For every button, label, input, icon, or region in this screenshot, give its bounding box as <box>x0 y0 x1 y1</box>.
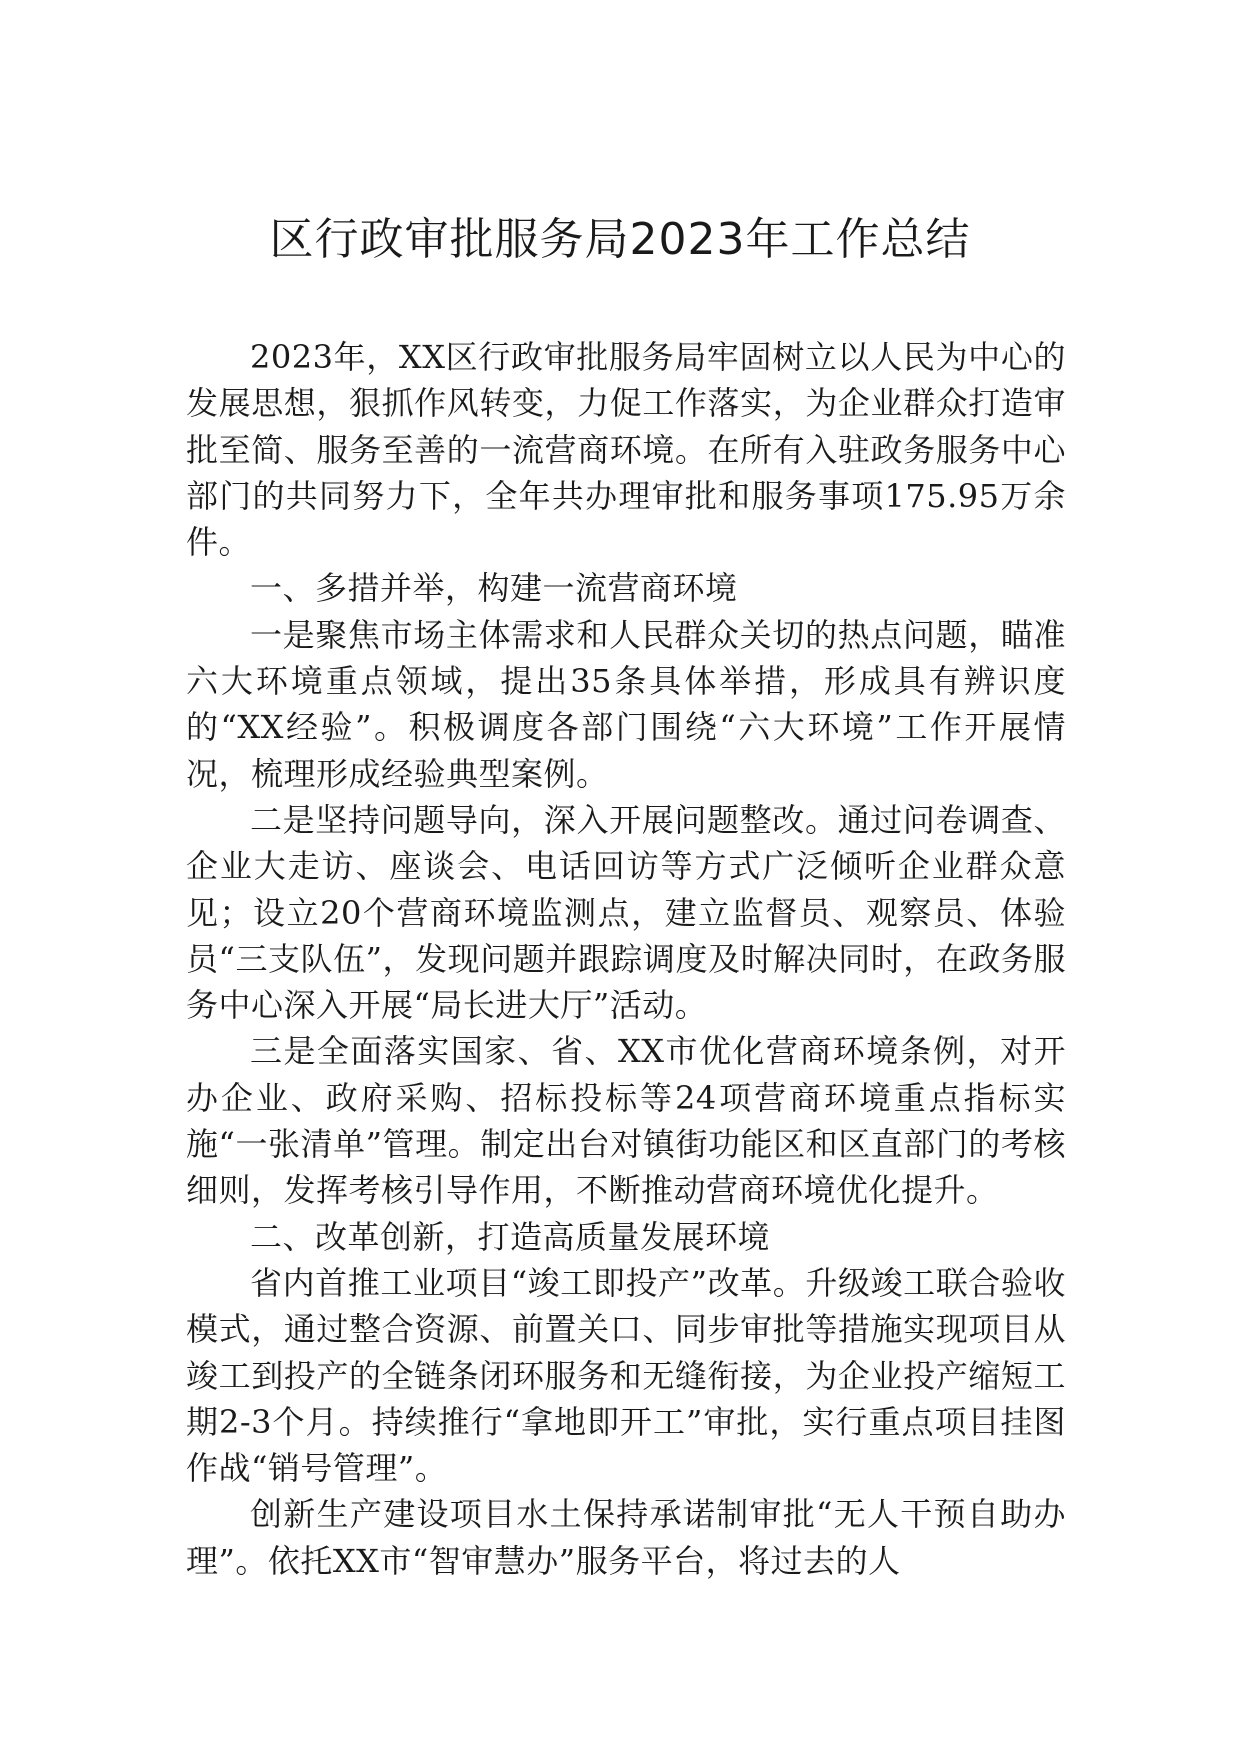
section-1-paragraph-3: 三是全面落实国家、省、XX市优化营商环境条例，对开办企业、政府采购、招标投标等24项营商环境重点指标实施“一张清单”管理。制定出台对镇街功能区和区直部门的考核细则，发挥考核引导作用，不断推动营商环境优化提升。 <box>186 1032 1066 1210</box>
section-heading-1: 一、多措并举，构建一流营商环境 <box>250 569 738 608</box>
section-heading-2: 二、改革创新，打造高质量发展环境 <box>250 1217 771 1256</box>
section-1-paragraph-2: 二是坚持问题导向，深入开展问题整改。通过问卷调查、企业大走访、座谈会、电话回访等方式广泛倾听企业群众意见；设立20个营商环境监测点，建立监督员、观察员、体验员“三支队伍”，发现问题并跟踪调度及时解决同时，在政务服务中心深入开展“局长进大厅”活动。 <box>186 800 1066 1025</box>
document-body <box>186 334 1066 1584</box>
section-2-paragraph-1: 省内首推工业项目“竣工即投产”改革。升级竣工联合验收模式，通过整合资源、前置关口、同步审批等措施实现项目从竣工到投产的全链条闭环服务和无缝衔接，为企业投产缩短工期2-3个月。持续推行“拿地即开工”审批，实行重点项目挂图作战“销号管理”。 <box>186 1263 1066 1488</box>
intro-paragraph: 2023年，XX区行政审批服务局牢固树立以人民为中心的发展思想，狠抓作风转变，力促工作落实，为企业群众打造审批至简、服务至善的一流营商环境。在所有入驻政务服务中心部门的共同努力下，全年共办理审批和服务事项175.95万余件。 <box>186 338 1066 562</box>
document-title: 区行政审批服务局2023年工作总结 <box>269 214 971 265</box>
section-1-paragraph-1: 一是聚焦市场主体需求和人民群众关切的热点问题，瞄准六大环境重点领域，提出35条具体举措，形成具有辨识度的“XX经验”。积极调度各部门围绕“六大环境”工作开展情况，梳理形成经验典型案例。 <box>186 615 1066 793</box>
section-2-paragraph-2: 创新生产建设项目水土保持承诺制审批“无人干预自助办理”。依托XX市“智审慧办”服务平台，将过去的人 <box>186 1495 1066 1580</box>
